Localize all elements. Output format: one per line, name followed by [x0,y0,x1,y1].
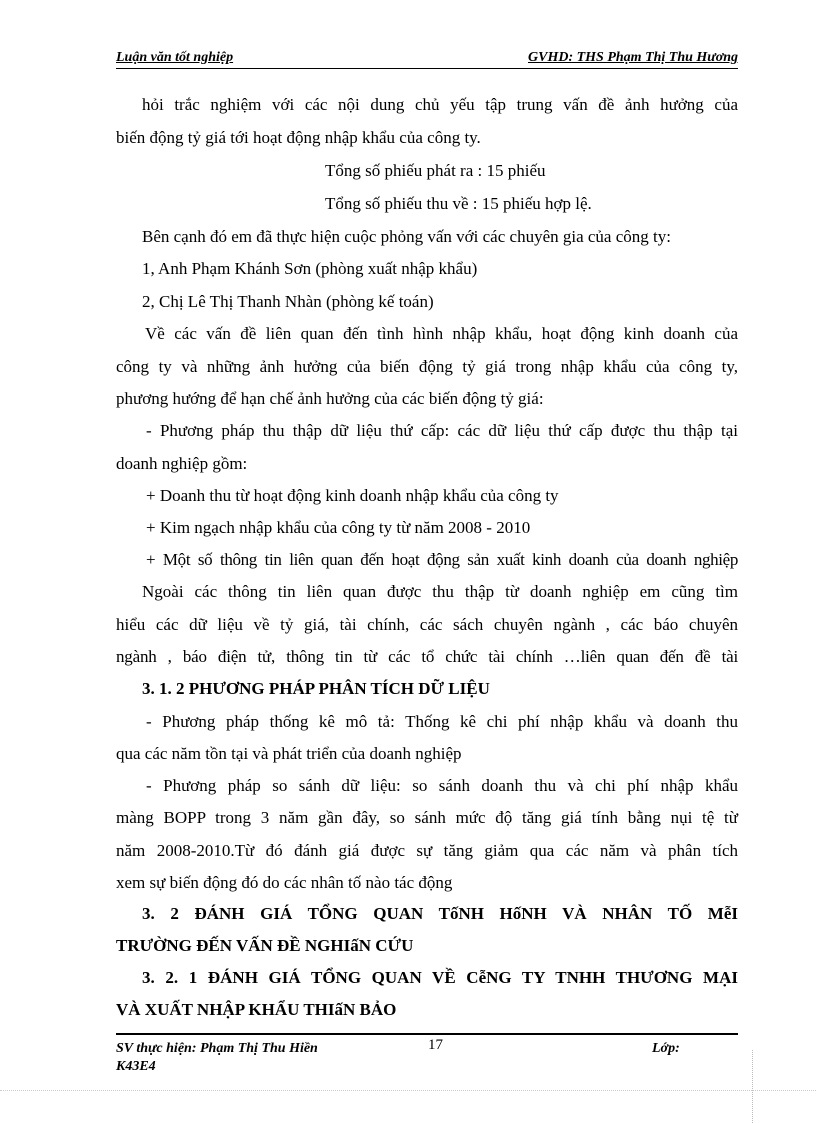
list-item: + Một số thông tin liên quan đến hoạt động sản xuất kinh doanh của doanh nghiệp [146,550,738,569]
header-rule [116,68,738,69]
paragraph-line: - Phương pháp thống kê mô tả: Thống kê chi phí nhập khẩu và doanh thu [146,712,738,731]
section-heading: 3. 2 ĐÁNH GIÁ TỔNG QUAN TốNH HốNH VÀ NHÂN TỐ MễI [142,904,738,923]
footer-student: SV thực hiện: Phạm Thị Thu Hiền [116,1041,318,1056]
paragraph-line: Bên cạnh đó em đã thực hiện cuộc phỏng vấn với các chuyên gia của công ty: [142,227,671,246]
paragraph-line: qua các năm tồn tại và phát triển của doanh nghiệp [116,744,462,763]
paragraph-line: xem sự biến động đó do các nhân tố nào tác động [116,873,453,892]
survey-issued-line: Tổng số phiếu phát ra : 15 phiếu [325,161,546,180]
footer-class-label: Lớp: [652,1041,680,1056]
paragraph-line: - Phương pháp thu thập dữ liệu thứ cấp: các dữ liệu thứ cấp được thu thập tại [146,421,738,440]
interviewee-item: 2, Chị Lê Thị Thanh Nhàn (phòng kế toán) [142,292,434,311]
survey-returned-line: Tổng số phiếu thu về : 15 phiếu hợp lệ. [325,194,592,213]
paragraph-line: Ngoài các thông tin liên quan được thu thập từ doanh nghiệp em cũng tìm [142,582,738,601]
section-heading: 3. 1. 2 PHƯƠNG PHÁP PHÂN TÍCH DỮ LIỆU [142,679,490,698]
paragraph-line: ngành , báo điện tử, thông tin từ các tổ chức tài chính …liên quan đến đề tài [116,647,738,666]
paragraph-line: năm 2008-2010.Từ đó đánh giá được sự tăng giảm qua các năm và phân tích [116,841,738,860]
paragraph-line: hiểu các dữ liệu về tỷ giá, tài chính, các sách chuyên ngành , các báo chuyên [116,615,738,634]
paragraph-line: hỏi trắc nghiệm với các nội dung chủ yếu tập trung vấn đề ảnh hưởng của [142,95,738,114]
paragraph-line: công ty và những ảnh hưởng của biến động tỷ giá trong nhập khẩu của công ty, [116,357,738,376]
paragraph-line: màng BOPP trong 3 năm gần đây, so sánh mức độ tăng giá tính bằng nụi tệ từ [116,808,738,827]
paragraph-line: - Phương pháp so sánh dữ liệu: so sánh doanh thu và chi phí nhập khẩu [146,776,738,795]
footer-rule [116,1033,738,1035]
paragraph-line: doanh nghiệp gồm: [116,454,248,473]
paragraph-line: Về các vấn đề liên quan đến tình hình nhập khẩu, hoạt động kinh doanh của [145,324,738,343]
list-item: + Doanh thu từ hoạt động kinh doanh nhập khẩu của công ty [146,486,559,505]
interviewee-item: 1, Anh Phạm Khánh Sơn (phòng xuất nhập khẩu) [142,259,478,278]
section-heading: VÀ XUẤT NHẬP KHẨU THIấN BẢO [116,1000,397,1019]
paragraph-line: biến động tỷ giá tới hoạt động nhập khẩu của công ty. [116,128,481,147]
paragraph-line: phương hướng để hạn chế ảnh hưởng của các biến động tỷ giá: [116,389,544,408]
list-item: + Kim ngạch nhập khẩu của công ty từ năm 2008 - 2010 [146,518,531,537]
header-thesis-title: Luận văn tốt nghiệp [116,50,234,65]
section-heading: TRƯỜNG ĐẾN VẤN ĐỀ NGHIấN CỨU [116,936,414,955]
page-number: 17 [428,1037,443,1053]
page-edge-guide [752,1050,753,1123]
header-supervisor: GVHD: THS Phạm Thị Thu Hương [528,50,738,65]
footer-class-code: K43E4 [116,1059,156,1074]
section-heading: 3. 2. 1 ĐÁNH GIÁ TỔNG QUAN VỀ CễNG TY TNHH THƯƠNG MẠI [142,968,738,987]
page-edge-guide [0,1090,816,1091]
